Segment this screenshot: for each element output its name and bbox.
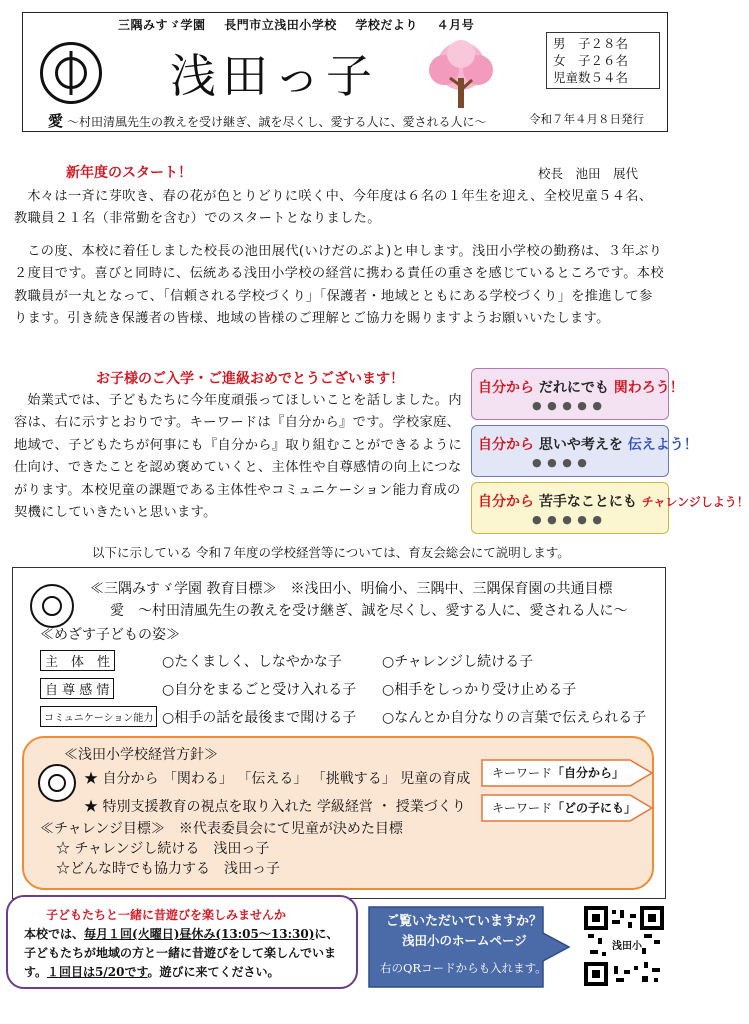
section2-heading: お子様のご入学・ご進級おめでとうございます！	[96, 371, 404, 387]
newsletter-label: 学校だより	[355, 18, 418, 32]
card1-mid: だれにでも	[538, 380, 609, 396]
goal-row3-a: ○相手の話を最後まで聞ける子	[162, 710, 357, 726]
card1-lead: 自分から	[478, 380, 534, 396]
challenge-heading: ≪チャレンジ目標≫ ※代表委員会にて児童が決めた目標	[40, 821, 403, 837]
total-count: 児童数５４名	[553, 70, 629, 85]
keyword-card-3	[471, 482, 749, 534]
motto-text: ～村田清風先生の教えを受け継ぎ、誠を尽くし、愛する人に、愛される人に～	[67, 115, 487, 129]
issue-label: ４月号	[436, 18, 475, 32]
goal-row2-a: ○自分をまるごと受け入れる子	[162, 682, 357, 698]
student-count-box	[546, 32, 660, 89]
keyword-card-2	[471, 425, 698, 477]
section1-para1: 木々は一斉に芽吹き、春の花が色とりどりに咲く中、今年度は６名の１年生を迎え、全校児童５４名、教職員２１名（非常勤を含む）でのスタートとなりました。	[14, 189, 653, 227]
keyword-2-value: 「どの子にも」	[552, 801, 637, 815]
card2-mid: 思いや考えを	[538, 437, 623, 453]
meeting-note: 以下に示している 令和７年度の学校経営等については、育友会総会にて説明します。	[92, 545, 570, 560]
old-games-body	[24, 925, 344, 982]
card1-tail: 関わろう！	[613, 380, 684, 396]
homepage-qr-hint: 右のQRコードからも入れます。	[380, 961, 547, 975]
section2-para: 始業式では、子どもたちに今年度頑張ってほしいことを話しました。内容は、右に示すとおりです。キーワードは『自分から』です。学校家庭、地域で、子どもたちが何事にも『自分から』取り組むことができるように仕向け、できたことを認め褒めていくと、主体性や自尊感情の向上につながります。本校児童の課題である主体性やコミュニケーション能力育成の契機にしていきたいと思います。	[14, 393, 463, 521]
old-games-text-1: 本校では、	[24, 927, 85, 941]
label-self-esteem: 自 尊 感 情	[40, 678, 114, 699]
school-motto	[48, 110, 487, 131]
boys-count: 男 子２８名	[553, 36, 629, 51]
card2-tail: 伝えよう！	[627, 437, 698, 453]
children-illustration-icon: ● ● ● ●	[532, 456, 588, 469]
goal-row2-b: ○相手をしっかり受け止める子	[382, 682, 577, 698]
children-illustration-icon: ● ● ● ● ●	[532, 513, 603, 526]
school-name: 長門市立浅田小学校	[224, 18, 337, 32]
old-games-title: 子どもたちと一緒に昔遊びを楽しみませんか	[46, 908, 287, 922]
goal-row3-b: ○なんとか自分なりの言葉で伝えられる子	[382, 710, 647, 726]
policy-heading: ≪浅田小学校経営方針≫	[64, 747, 218, 763]
newsletter-title: 浅田っ子	[170, 49, 378, 103]
qr-label: 浅田小	[612, 941, 642, 952]
goal-row1-b: ○チャレンジし続ける子	[382, 654, 534, 670]
card3-tail: チャレンジしよう！	[641, 495, 749, 509]
keyword-1-value: 「自分から」	[552, 766, 625, 780]
homepage-name: 浅田小のホームページ	[402, 933, 527, 948]
education-goals-motto: 愛 ～村田清風先生の教えを受け継ぎ、誠を尽くし、愛する人に、愛される人に～	[110, 603, 628, 619]
section1-heading: 新年度のスタート！	[66, 165, 192, 181]
misuzu-emblem-icon	[30, 584, 74, 628]
cherry-tree-icon	[420, 38, 502, 112]
keyword-1-label: キーワード	[492, 766, 553, 780]
policy-item-1: ★ 自分から 「関わる」 「伝える」 「挑戦する」 児童の育成	[84, 771, 471, 787]
label-communication: コミュニケーション能力	[40, 706, 157, 727]
school-emblem-small-icon	[38, 764, 76, 802]
ideal-children-heading: ≪めざす子どもの姿≫	[40, 627, 180, 643]
old-games-text-3: 。遊びに来てください。	[147, 965, 280, 979]
issue-date: 令和７年４月８日発行	[529, 112, 644, 126]
school-emblem-icon	[40, 42, 102, 104]
school-group: 三隅みすゞ学園	[118, 18, 206, 32]
goal-row1-a: ○たくましく、しなやかな子	[162, 654, 342, 670]
policy-item-2: ★ 特別支援教育の視点を取り入れた 学級経営 ・ 授業づくり	[84, 799, 466, 815]
masthead-top-line	[118, 16, 488, 33]
old-games-schedule: 毎月１回(火曜日)昼休み(13:05～13:30)	[84, 927, 315, 941]
keyword-2-label: キーワード	[492, 801, 553, 815]
children-illustration-icon: ● ● ● ● ●	[532, 399, 603, 412]
old-games-text-2: に、子どもたちが地域の方と一緒に昔遊びをして楽しんでいます。	[24, 927, 339, 979]
keyword-card-1	[471, 368, 684, 420]
girls-count: 女 子２６名	[553, 53, 629, 68]
keyword-2	[492, 799, 636, 816]
challenge-goal-1: ☆ チャレンジし続ける 浅田っ子	[56, 841, 270, 857]
principal-name: 校長 池田 展代	[538, 166, 639, 181]
card2-lead: 自分から	[478, 437, 534, 453]
challenge-goal-2: ☆どんな時でも協力する 浅田っ子	[56, 861, 280, 877]
education-goals-heading: ≪三隅みすゞ学園 教育目標≫ ※浅田小、明倫小、三隅中、三隅保育園の共通目標	[90, 581, 613, 597]
homepage-question: ご覧いただいていますか？	[386, 914, 543, 929]
label-autonomy: 主 体 性	[40, 650, 115, 671]
card3-lead: 自分から	[478, 494, 534, 510]
old-games-first-date: １回目は5/20です	[47, 965, 148, 979]
section1-para2: この度、本校に着任しました校長の池田展代(いけだのぶよ)と申します。浅田小学校の勤務は、３年ぶり２度目です。喜びと同時に、伝統ある浅田小学校の経営に携わる責任の重さを感じているところです。本校教職員が一丸となって、「信頼される学校づくり」「保護者・地域とともにある学校づくり」を推進して参ります。引き続き保護者の皆様、地域の皆様のご理解とご協力を賜りますようお願いいたします。	[14, 244, 664, 327]
motto-char: 愛	[48, 112, 64, 130]
keyword-1	[492, 764, 624, 781]
card3-mid: 苦手なことにも	[538, 494, 637, 510]
